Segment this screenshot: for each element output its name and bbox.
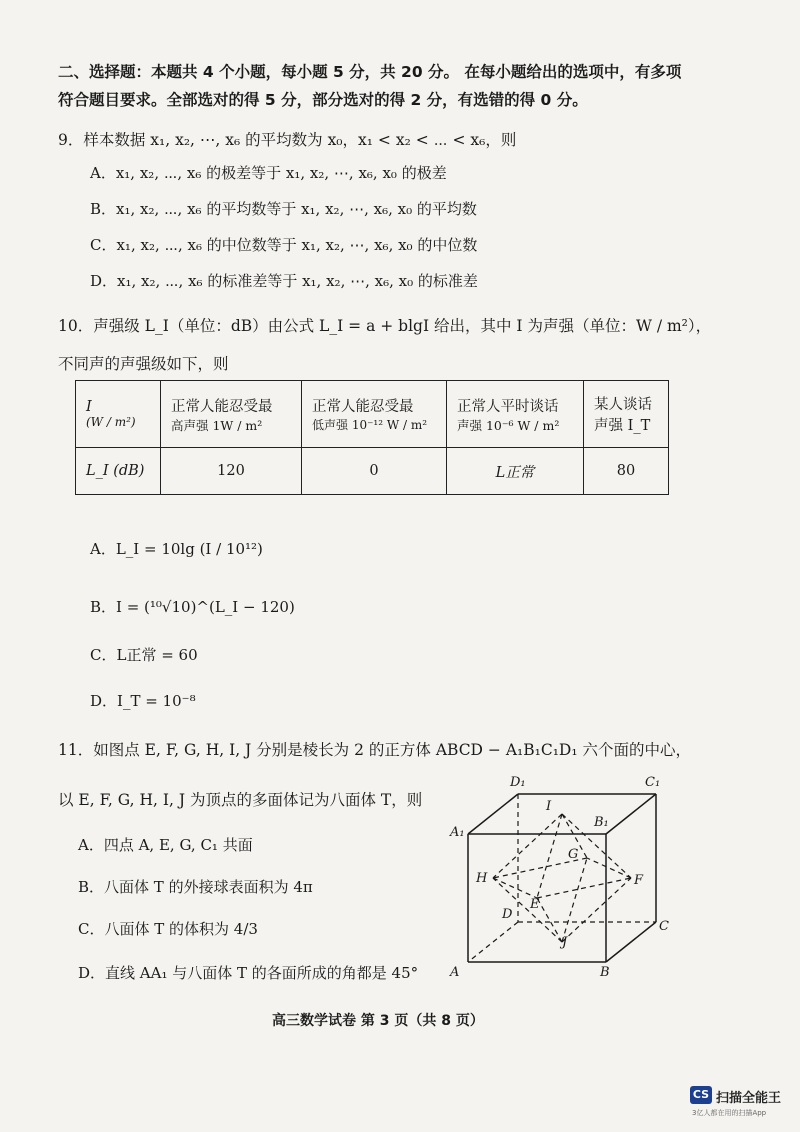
table-cell: 80 (584, 448, 669, 495)
label-b1: B₁ (594, 815, 609, 830)
q10-option-b: B．I = (¹⁰√10)^(L_I − 120) (90, 598, 295, 616)
oct-edge (562, 858, 587, 942)
watermark-subtitle: 3亿人都在用的扫描App (692, 1109, 767, 1117)
label-d1: D₁ (510, 775, 526, 790)
oct-edge (537, 814, 562, 898)
edge-bc (606, 922, 656, 962)
table-cell-text: 某人谈话 (594, 397, 652, 413)
table-cell: L_I (dB) (76, 448, 161, 495)
table-cell-text: 高声强 1W / m² (171, 417, 263, 433)
label-j: J (562, 935, 568, 950)
q9-option-a: A．x₁, x₂, ⋯, x₆ 的极差等于 x₁, x₂, ⋯, x₆, x₀ 的极差 (90, 164, 447, 182)
label-b: B (600, 965, 610, 980)
label-d: D (502, 907, 513, 922)
table-cell-text: 声强 10⁻⁶ W / m² (457, 417, 560, 433)
q11-option-a: A．四点 A, E, G, C₁ 共面 (78, 836, 253, 854)
table-cell (76, 381, 161, 448)
camscanner-logo-icon: CS (690, 1086, 712, 1104)
label-c: C (659, 919, 669, 934)
cube-octahedron-figure (440, 766, 670, 980)
q10-option-c: C．L正常 = 60 (90, 646, 198, 664)
oct-edge (493, 878, 537, 898)
table-cell (447, 381, 584, 448)
q10-stem-line1: 10．声强级 L_I（单位：dB）由公式 L_I = a + blgI 给出，其中 I 为声强（单位：W / m²）， (58, 317, 712, 335)
table-cell-text: 正常人能忍受最 (171, 398, 273, 415)
label-c1: C₁ (645, 775, 661, 790)
table-cell-text: 低声强 10⁻¹² W / m² (312, 418, 428, 432)
q11-option-c: C．八面体 T 的体积为 4/3 (78, 920, 258, 938)
label-i: I (546, 799, 552, 814)
oct-edge (493, 814, 562, 878)
q11-stem-line2: 以 E, F, G, H, I, J 为顶点的多面体记为八面体 T，则 (58, 791, 423, 809)
table-cell (584, 381, 669, 448)
table-row (76, 448, 669, 495)
label-a1: A₁ (450, 825, 465, 840)
oct-edge (537, 898, 562, 942)
table-cell: L正常 (447, 448, 584, 495)
watermark-title: 扫描全能王 (716, 1091, 782, 1106)
table-header-row (76, 381, 669, 448)
q10-stem-line2: 不同声的声强级如下，则 (58, 355, 229, 373)
edge-b1c1 (606, 794, 656, 834)
table-cell-text: 正常人能忍受最 (312, 399, 414, 415)
edge-a1d1 (468, 794, 518, 834)
q9-stem: 9．样本数据 x₁, x₂, ⋯, x₆ 的平均数为 x₀，x₁ < x₂ < ⋯ < x₆，则 (58, 131, 517, 149)
oct-edge (587, 858, 631, 878)
table-cell-text: I (86, 399, 92, 415)
table-cell: 120 (161, 448, 302, 495)
page-footer: 高三数学试卷 第 3 页（共 8 页） (272, 1013, 484, 1029)
table-cell-text: 声强 I_T (594, 418, 651, 434)
label-h: H (476, 871, 488, 886)
section-title-line2: 符合题目要求。全部选对的得 5 分，部分选对的得 2 分，有选错的得 0 分。 (58, 91, 588, 109)
label-f: F (634, 873, 644, 888)
edge-da-hidden (468, 922, 518, 962)
sound-level-table (75, 380, 669, 495)
label-e: E (530, 897, 540, 912)
q11-option-b: B．八面体 T 的外接球表面积为 4π (78, 878, 313, 896)
q11-stem-line1: 11．如图点 E, F, G, H, I, J 分别是棱长为 2 的正方体 ABCD − A₁B₁C₁D₁ 六个面的中心， (58, 741, 691, 759)
table-cell: 0 (302, 448, 447, 495)
table-cell-text: (W / m²) (86, 415, 136, 429)
oct-edge (562, 878, 631, 942)
table-cell (161, 381, 302, 448)
q9-option-c: C．x₁, x₂, ⋯, x₆ 的中位数等于 x₁, x₂, ⋯, x₆, x₀ 的中位数 (90, 236, 478, 254)
section-title-line1: 二、选择题：本题共 4 个小题，每小题 5 分，共 20 分。 在每小题给出的选项中，有多项 (58, 63, 682, 81)
table-cell (302, 381, 447, 448)
oct-edge (537, 878, 631, 898)
q9-option-d: D．x₁, x₂, ⋯, x₆ 的标准差等于 x₁, x₂, ⋯, x₆, x₀ 的标准差 (90, 272, 478, 290)
table-cell-text: 正常人平时谈话 (457, 398, 559, 415)
label-g: G (568, 847, 579, 862)
q9-option-b: B．x₁, x₂, ⋯, x₆ 的平均数等于 x₁, x₂, ⋯, x₆, x₀ 的平均数 (90, 200, 477, 218)
q10-option-d: D．I_T = 10⁻⁸ (90, 692, 196, 710)
q11-option-d: D．直线 AA₁ 与八面体 T 的各面所成的角都是 45° (78, 964, 419, 982)
q10-option-a: A．L_I = 10lg (I / 10¹²) (90, 540, 263, 558)
label-a: A (450, 965, 460, 980)
